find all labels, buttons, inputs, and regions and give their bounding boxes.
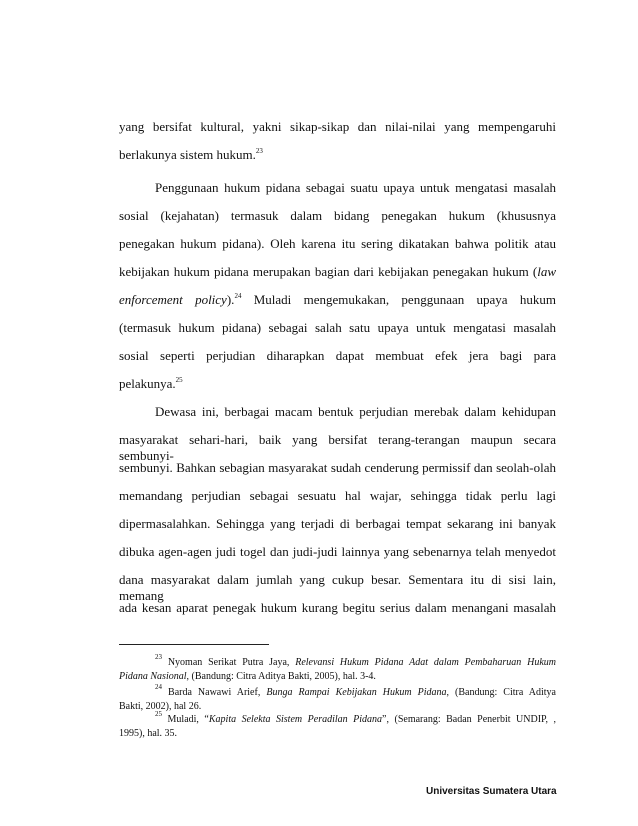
body-line: ada kesan aparat penegak hukum kurang begitu serius dalam menangani masalah <box>119 600 556 615</box>
body-text: kebijakan hukum pidana merupakan bagian dari kebijakan penegakan hukum ( <box>119 264 538 279</box>
body-line: dana masyarakat dalam jumlah yang cukup besar. Sementara itu di sisi lain, memang <box>119 572 556 603</box>
footnote-25 <box>155 710 556 726</box>
footnote-separator <box>119 644 269 645</box>
body-line <box>119 147 556 163</box>
footnote-23 <box>155 653 556 669</box>
footnote-24-cont: Bakti, 2002), hal 26. <box>119 701 202 712</box>
body-line: sosial (kejahatan) termasuk dalam bidang penegakan hukum (khususnya <box>119 208 556 223</box>
footnote-text: , (Bandung: Citra Aditya Bakti, 2005), hal. 3-4. <box>186 671 376 682</box>
body-text: Muladi mengemukakan, penggunaan upaya hukum <box>241 292 556 307</box>
footnote-text: ”, (Semarang: Badan Penerbit UNDIP, , <box>382 714 556 725</box>
footnote-text: Barda Nawawi Arief, <box>162 687 267 698</box>
body-line: Dewasa ini, berbagai macam bentuk perjudian merebak dalam kehidupan <box>155 404 556 419</box>
footnote-text: Muladi, “ <box>162 714 209 725</box>
footnote-25-cont: 1995), hal. 35. <box>119 728 178 739</box>
footnote-ref: 25 <box>175 376 183 384</box>
footnote-title: Kapita Selekta Sistem Peradilan Pidana <box>208 714 383 725</box>
footnote-title: Bunga Rampai Kebijakan Hukum Pidana <box>266 687 447 698</box>
body-line: sosial seperti perjudian diharapkan dapat membuat efek jera bagi para <box>119 348 556 363</box>
footnote-number: 23 <box>155 653 162 661</box>
body-line: memandang perjudian sebagai sesuatu hal wajar, sehingga tidak perlu lagi <box>119 488 556 503</box>
body-text: ). <box>226 292 235 307</box>
body-line: (termasuk hukum pidana) sebagai salah satu upaya untuk mengatasi masalah <box>119 320 556 335</box>
body-line <box>119 376 556 392</box>
footnote-text: Nyoman Serikat Putra Jaya, <box>162 657 296 668</box>
footnote-ref: 24 <box>234 292 242 300</box>
body-text: berlakunya sistem hukum. <box>119 147 256 162</box>
footnote-24 <box>155 683 556 699</box>
body-line <box>119 264 556 280</box>
body-line: sembunyi. Bahkan sebagian masyarakat sudah cenderung permissif dan seolah-olah <box>119 460 556 475</box>
footnote-number: 24 <box>155 683 162 691</box>
body-line: dibuka agen-agen judi togel dan judi-judi lainnya yang sebenarnya telah menyedot <box>119 544 556 559</box>
body-line: dipermasalahkan. Sehingga yang terjadi di berbagai tempat sekarang ini banyak <box>119 516 556 531</box>
footnote-text: , (Bandung: Citra Aditya <box>446 687 556 698</box>
body-line: Penggunaan hukum pidana sebagai suatu upaya untuk mengatasi masalah <box>155 180 556 195</box>
body-line: penegakan hukum pidana). Oleh karena itu sering dikatakan bahwa politik atau <box>119 236 556 251</box>
body-line: yang bersifat kultural, yakni sikap-sikap dan nilai-nilai yang mempengaruhi <box>119 119 556 134</box>
body-line <box>119 292 556 308</box>
footnote-title: Relevansi Hukum Pidana Adat dalam Pembaharuan Hukum <box>295 657 556 668</box>
footnote-23-cont <box>119 670 556 683</box>
university-footer: Universitas Sumatera Utara <box>426 786 557 797</box>
footnote-title: Pidana Nasional <box>119 671 187 682</box>
italic-text: enforcement policy <box>119 292 227 307</box>
body-line: masyarakat sehari-hari, baik yang bersifat terang-terangan maupun secara sembunyi- <box>119 432 556 463</box>
body-text: pelakunya. <box>119 376 176 391</box>
footnote-ref: 23 <box>255 147 263 155</box>
footnote-number: 25 <box>155 710 162 718</box>
italic-text: law <box>537 264 556 279</box>
